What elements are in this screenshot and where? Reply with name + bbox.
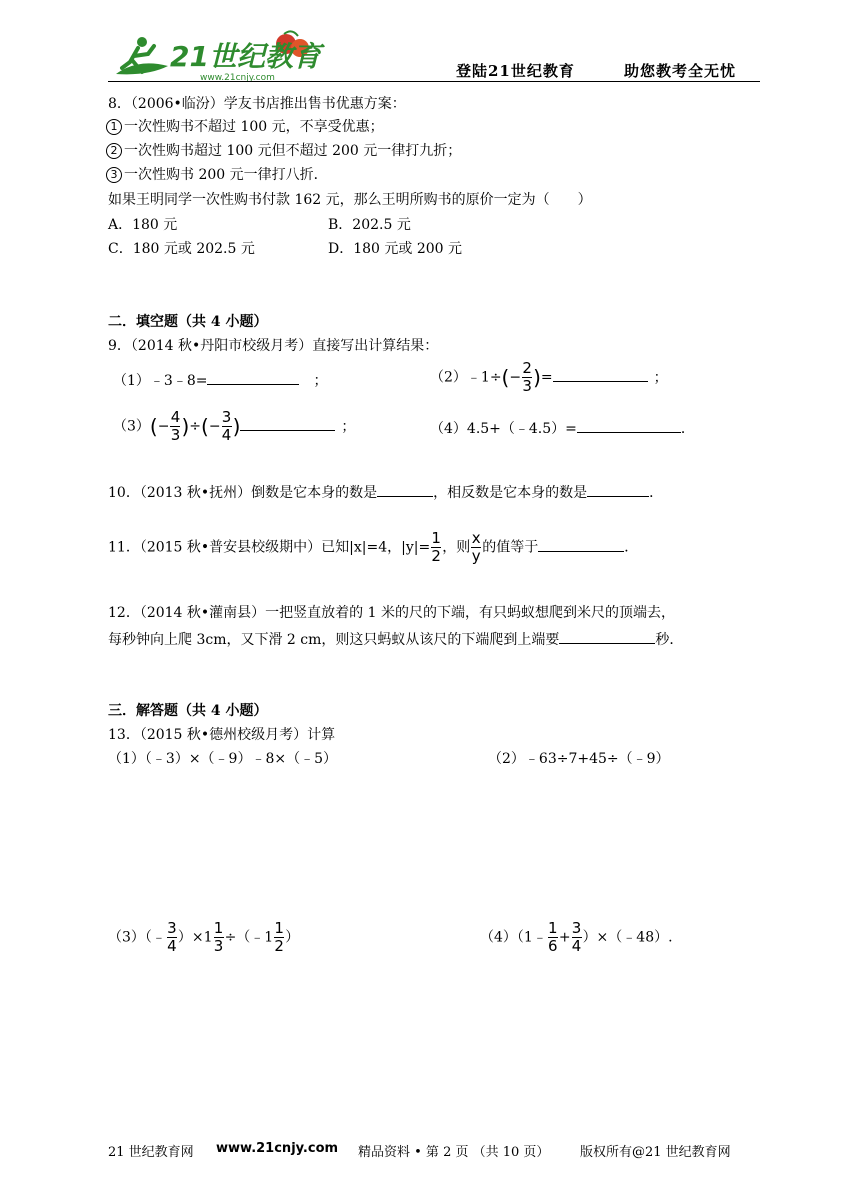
circled-number-2: 2 xyxy=(106,143,122,159)
plus-sign: + xyxy=(558,929,571,946)
q11 xyxy=(108,530,638,565)
answer-blank[interactable] xyxy=(553,367,648,382)
q12-line-2 xyxy=(108,629,683,649)
q10-text-2: ，相反数是它本身的数是 xyxy=(433,485,588,501)
site-logo xyxy=(108,28,338,84)
svg-text:www.21cnjy.com: www.21cnjy.com xyxy=(200,73,275,83)
answer-blank[interactable] xyxy=(577,418,681,433)
q10-text-1: 10．（2013 秋•抚州）倒数是它本身的数是 xyxy=(108,485,378,501)
q10 xyxy=(108,482,663,502)
q8-choice-c: C．180 元或 202.5 元 xyxy=(108,241,255,257)
answer-blank[interactable] xyxy=(377,482,433,497)
fraction: $\frac{1}{6}$ xyxy=(548,919,558,955)
q10-end: ． xyxy=(649,485,664,501)
q8-choice-d: D．180 元或 200 元 xyxy=(328,241,463,257)
q13-part-4-label: （4）（1﹣ xyxy=(480,929,547,946)
fraction: $\frac{3}{4}$ xyxy=(167,919,177,955)
q8-option-2-text: 一次性购书超过 100 元但不超过 200 元一律打九折； xyxy=(124,143,462,159)
q13-part-3-mid-2: ÷（﹣1 xyxy=(224,929,274,946)
fraction: $\frac{x}{y}$ xyxy=(471,529,481,565)
footer-site: 21 世纪教育网 xyxy=(108,1145,194,1160)
q11-text-1: 11．（2015 秋•普安县校级期中）已知|x|=4，|y|= xyxy=(108,539,431,556)
q8-option-2 xyxy=(106,140,461,160)
q9-part-1 xyxy=(113,370,327,390)
q8-stem: 8．（2006•临汾）学友书店推出售书优惠方案： xyxy=(108,96,406,112)
answer-blank[interactable] xyxy=(559,629,655,644)
fraction: $\frac{1}{2}$ xyxy=(274,919,284,955)
answer-blank[interactable] xyxy=(587,482,649,497)
fraction: $\frac{1}{2}$ xyxy=(431,529,441,565)
q11-end: ． xyxy=(624,539,639,556)
q9-part-2-end: ； xyxy=(653,369,668,386)
q9-part-3-label: （3） xyxy=(113,418,150,435)
q8-choice-a: A．180 元 xyxy=(108,217,178,233)
q8-option-1-text: 一次性购书不超过 100 元，不享受优惠； xyxy=(124,119,384,135)
q9-part-1-expr: （1）﹣3﹣8= xyxy=(113,373,208,389)
q9-stem: 9．（2014 秋•丹阳市校级月考）直接写出计算结果： xyxy=(108,338,439,354)
fraction: $\frac{3}{4}$ xyxy=(571,919,582,955)
answer-blank[interactable] xyxy=(240,416,335,431)
q8-choice-b: B．202.5 元 xyxy=(328,217,411,233)
q9-part-4 xyxy=(430,418,695,438)
q12-text: 每秒钟向上爬 3cm，又下滑 2 cm，则这只蚂蚁从该尺的下端爬到上端要 xyxy=(108,632,560,648)
q11-text-3: 的值等于 xyxy=(482,539,539,556)
q8-option-3 xyxy=(106,164,328,184)
q9-part-4-end: ． xyxy=(680,421,695,437)
circled-number-1: 1 xyxy=(106,119,122,135)
q9-part-4-expr: （4）4.5+（﹣4.5）= xyxy=(430,421,577,437)
q13-part-1: （1）（﹣3）×（﹣9）﹣8×（﹣5） xyxy=(108,751,337,767)
q13-part-3-end: ） xyxy=(285,929,300,946)
q9-part-2-label: （2）﹣1÷ xyxy=(430,369,502,386)
q12-line-1: 12．（2014 秋•灌南县）一把竖直放着的 1 米的尺的下端，有只蚂蚁想爬到米尺的顶端去， xyxy=(108,605,675,621)
q9-part-2: （2）﹣1÷(− $\frac{2}{3}$ )= ； xyxy=(430,359,668,395)
fraction: $\frac{4}{3}$ xyxy=(170,408,181,444)
q13-part-4-end: ）×（﹣48）. xyxy=(582,929,673,946)
answer-blank[interactable] xyxy=(538,537,624,552)
header-slogan-right: 助您教考全无忧 xyxy=(624,62,737,80)
q9-part-3: （3）(− $\frac{4}{3}$ )÷(− $\frac{3}{4}$ ) ； xyxy=(113,408,356,444)
answer-blank[interactable] xyxy=(207,370,299,385)
q12-end: 秒． xyxy=(655,632,684,648)
section-3-title: 三．解答题（共 4 小题） xyxy=(108,703,268,719)
fraction: $\frac{2}{3}$ xyxy=(522,359,532,395)
header-divider xyxy=(108,81,760,82)
footer-page: 精品资料 • 第 2 页 （共 10 页） xyxy=(358,1145,550,1160)
circled-number-3: 3 xyxy=(106,167,122,183)
q8-question: 如果王明同学一次性购书付款 162 元，那么王明所购书的原价一定为（ ） xyxy=(108,192,592,208)
fraction: $\frac{3}{4}$ xyxy=(221,408,232,444)
section-2-title: 二．填空题（共 4 小题） xyxy=(108,314,268,330)
q13-part-3-mid-1: ）×1 xyxy=(177,929,213,946)
q13-part-3 xyxy=(108,920,299,955)
svg-text:21世纪教育: 21世纪教育 xyxy=(170,40,321,73)
logo-graphic xyxy=(108,28,338,84)
q13-part-4 xyxy=(480,920,673,955)
q11-text-2: ，则 xyxy=(442,539,471,556)
q8-option-3-text: 一次性购书 200 元一律打八折． xyxy=(124,167,328,183)
header-slogan-left: 登陆21世纪教育 xyxy=(456,62,575,80)
footer-url[interactable]: www.21cnjy.com xyxy=(216,1141,339,1156)
q9-part-1-end: ； xyxy=(313,373,328,389)
q13-part-2: （2）﹣63÷7+45÷（﹣9） xyxy=(488,751,670,767)
q8-option-1 xyxy=(106,116,384,136)
q13-stem: 13．（2015 秋•德州校级月考）计算 xyxy=(108,727,336,743)
q13-part-3-label: （3）（﹣ xyxy=(108,929,166,946)
q9-part-3-end: ； xyxy=(341,418,356,435)
fraction: $\frac{1}{3}$ xyxy=(213,919,224,955)
footer-copyright: 版权所有@21 世纪教育网 xyxy=(580,1145,731,1160)
